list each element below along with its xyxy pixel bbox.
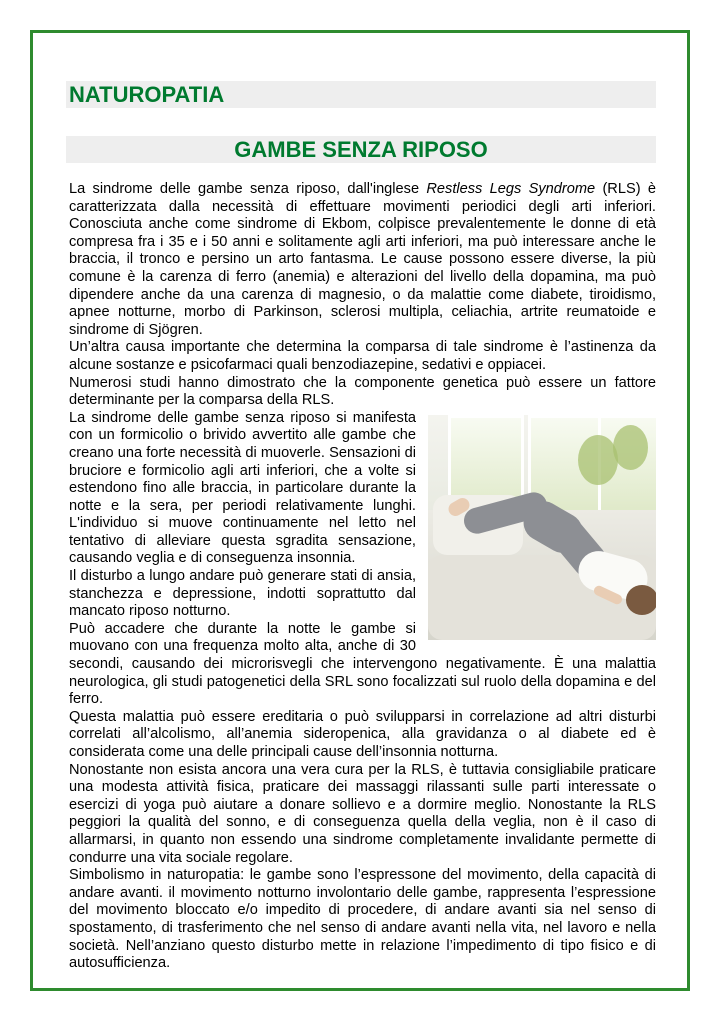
article-body (69, 181, 656, 973)
paragraph-genetics: Numerosi studi hanno dimostrato che la componente genetica può essere un fattore determinante per la comparsa della RLS. (69, 374, 656, 409)
section-heading: NATUROPATIA (66, 81, 656, 108)
paragraph-heredity: Questa malattia può essere ereditaria o può svilupparsi in correlazione ad altri disturbi correlati all’alcolismo, all’anemia sideropenica, alla gravidanza o al diabete ed è considerata come una delle principali cause dell’insonnia notturna. (69, 708, 656, 760)
italic-term: Restless Legs Syndrome (426, 181, 596, 197)
paragraph-intro (69, 181, 656, 339)
paragraph-night-movements: Può accadere che durante la notte le gambe si muovano con una frequenza molto alta, anche di 30 secondi, causando dei microrisvegli che intervengono negativamente. È una malattia neurologica, gli studi patogenetici della SRL sono focalizzati sul ruolo della dopamina e del ferro. (69, 620, 656, 708)
paragraph-anxiety: Il disturbo a lungo andare può generare stati di ansia, stanchezza e depressione, indotti soprattutto dal mancato riposo notturno. (69, 568, 416, 620)
paragraph-symbolism: Simbolismo in naturopatia: le gambe sono l’espressone del movimento, della capacità di andare avanti. il movimento notturno involontario delle gambe, rappresenta l’espressione del movimento bloccato e/o impedito di procedere, di andare avanti sia nel senso di spostamento, di trasferimento che nel senso di andare avanti nella vita, nel lavoro e nella società. Nell’anziano questo disturbo mette in relazione l’impedimento di tipo fisico e di autosufficienza. (69, 867, 656, 972)
paragraph-causes: Un’altra causa importante che determina la comparsa di tale sindrome è l’astinenza da alcune sostanze e psicofarmaci quali benzodiazepine, sedativi e oppiacei. (69, 339, 656, 373)
article-title: GAMBE SENZA RIPOSO (66, 136, 656, 163)
paragraph-symptoms: La sindrome delle gambe senza riposo si manifesta con un formicolio o brivido avvertito alle gambe che creano una forte necessità di muoverle. Sensazioni di bruciore e formicolio agli arti inferiori, che a volte si estendono fino alle braccia, in particolare durante la notte e la sera, per periodi relativamente lunghi. L'individuo si muove continuamente nel letto nel tentativo di alleviare questa sgradita sensazione, causando veglia e di conseguenza insonnia. (69, 409, 416, 567)
text-run: La sindrome delle gambe senza riposo, dall'inglese (69, 181, 427, 197)
woman-on-sofa-photo (428, 415, 656, 640)
text-run: (RLS) è caratterizzata dalla necessità di effettuare movimenti periodici degli arti inferiori. Conosciuta anche come sindrome di Ekbom, colpisce prevalentemente le donne di età compresa fra i 35 e i 50 anni e solitamente agli arti inferiori, ma può interessare anche le braccia, il tronco e persino un arto fantasma. Le cause possono essere diverse, la più comune è la carenza di ferro (anemia) e alterazioni del livello della dopamina, ma può dipendere anche da una carenza di magnesio, o da malattie come diabete, tiroidismo, apnee notturne, morbo di Parkinson, sclerosi multipla, celiachia, artrite reumatoide e sindrome di Sjögren. (69, 181, 656, 338)
paragraph-treatment: Nonostante non esista ancora una vera cura per la RLS, è tuttavia consigliabile praticare una modesta attività fisica, praticare dei massaggi rilassanti sulle parti interessate o esercizi di yoga può aiutare a donare sollievo e a dormire meglio. Nonostante la RLS peggiori la qualità del sonno, e di conseguenza quella della veglia, non è il caso di allarmarsi, in quanto non essendo una sindrome completamente invalidante permette di condurre una vita sociale regolare. (69, 761, 656, 866)
